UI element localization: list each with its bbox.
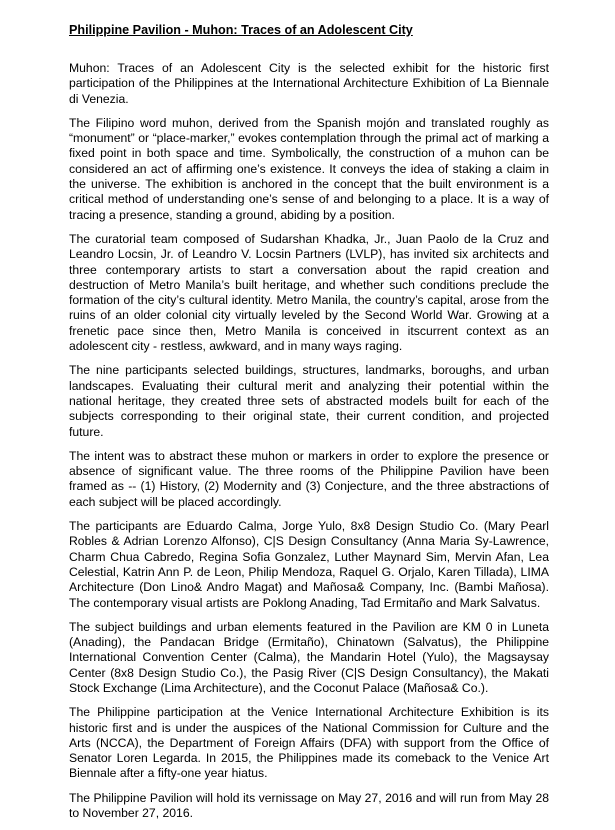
document-title: Philippine Pavilion - Muhon: Traces of an Adolescent City: [69, 23, 413, 37]
paragraph-intent: The intent was to abstract these muhon or markers in order to explore the presence or absence of significant value. The three rooms of the Philippine Pavilion have been framed as -- (1) History, (2) Modernity and (3) Conjecture, and the three abstractions of each subject will be placed accordingly.: [69, 448, 549, 509]
paragraph-muhon-meaning: The Filipino word muhon, derived from the Spanish mojón and translated roughly as “monument” or “place-marker,” evokes contemplation through the primal act of marking a fixed point in both space and time. Symbolically, the construction of a muhon can be considered an act of affirming one’s existence. It conveys the idea of staking a claim in the universe. The exhibition is anchored in the concept that the built environment is a critical method of understanding one’s sense of and belonging to a place. It is a way of tracing a presence, standing a ground, abiding by a position.: [69, 115, 549, 222]
document-body: [69, 61, 549, 830]
paragraph-subject-buildings: The subject buildings and urban elements featured in the Pavilion are KM 0 in Luneta (Anading), the Pandacan Bridge (Ermitaño), Chinatown (Salvatus), the Philippine International Convention Center (Calma), the Mandarin Hotel (Yulo), the Magsaysay Center (8x8 Design Studio Co.), the Pasig River (C|S Design Consultancy), the Makati Stock Exchange (Lima Architecture), and the Coconut Palace (Mañosa& Co.).: [69, 619, 549, 695]
paragraph-participation-history: The Philippine participation at the Venice International Architecture Exhibition is its historic first and is under the auspices of the National Commission for Culture and the Arts (NCCA), the Department of Foreign Affairs (DFA) with support from the Office of Senator Loren Legarda. In 2015, the Philippines made its comeback to the Venice Art Biennale after a fifty-one year hiatus.: [69, 705, 549, 781]
paragraph-participants-list: The participants are Eduardo Calma, Jorge Yulo, 8x8 Design Studio Co. (Mary Pearl Robles & Adrian Lorenzo Alfonso), C|S Design Consultancy (Anna Maria Sy-Lawrence, Charm Chua Cabredo, Regina Sofia Gonzalez, Luther Maynard Sim, Mervin Afan, Lea Celestial, Katrin Ann P. de Leon, Philip Mendoza, Raquel G. Orjalo, Karen Tillada), LIMA Architecture (Don Lino& Andro Magat) and Mañosa& Company, Inc. (Bambi Mañosa). The contemporary visual artists are Poklong Anading, Tad Ermitaño and Mark Salvatus.: [69, 519, 549, 610]
paragraph-participants-selection: The nine participants selected buildings, structures, landmarks, boroughs, and urban landscapes. Evaluating their cultural merit and analyzing their potential within the national heritage, they created three sets of abstracted models built for each of the subjects corresponding to their original state, their current condition, and projected future.: [69, 363, 549, 439]
paragraph-dates: The Philippine Pavilion will hold its vernissage on May 27, 2016 and will run from May 28 to November 27, 2016.: [69, 790, 549, 821]
paragraph-curatorial-team: The curatorial team composed of Sudarshan Khadka, Jr., Juan Paolo de la Cruz and Leandro Locsin, Jr. of Leandro V. Locsin Partners (LVLP), has invited six architects and three contemporary artists to start a conversation about the rapid creation and destruction of Metro Manila’s built heritage, and whether such conditions preclude the formation of the city’s cultural identity. Metro Manila, the country’s capital, arose from the ruins of an older colonial city virtually leveled by the Second World War. Growing at a frenetic pace since then, Metro Manila is conceived in itscurrent context as an adolescent city - restless, awkward, and in many ways raging.: [69, 231, 549, 354]
paragraph-intro: Muhon: Traces of an Adolescent City is the selected exhibit for the historic first participation of the Philippines at the International Architecture Exhibition of La Biennale di Venezia.: [69, 61, 549, 106]
